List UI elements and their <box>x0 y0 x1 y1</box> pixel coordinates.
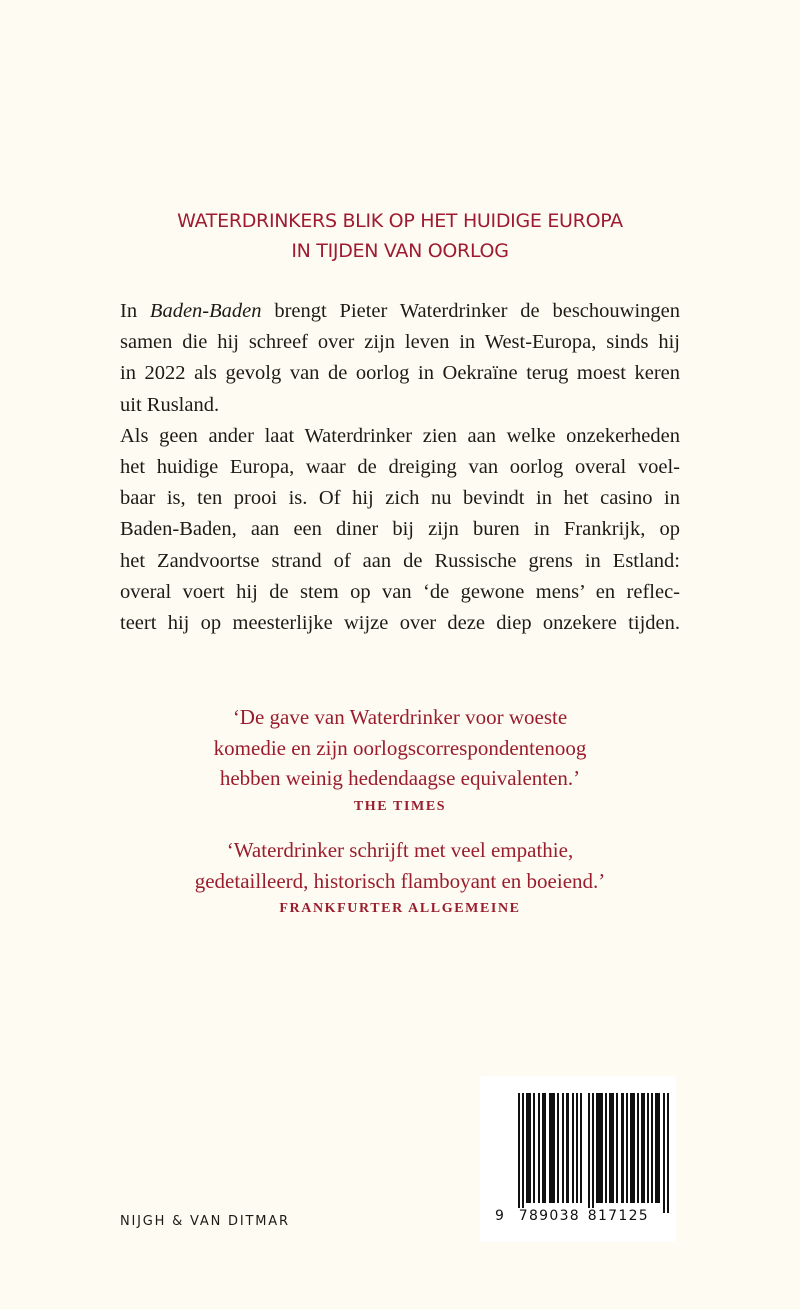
blurb-text: brengt Pieter Waterdrinker de beschouwingen <box>261 300 680 322</box>
blurb-line <box>120 296 680 327</box>
quote-source: THE TIMES <box>353 798 447 814</box>
blurb-line: samen die hij schreef over zijn leven in West-Europa, sinds hij <box>120 331 680 354</box>
blurb-line: baar is, ten prooi is. Of hij zich nu bevindt in het casino in <box>120 487 680 510</box>
quote-source: FRANKFURTER ALLGEMEINE <box>279 901 521 916</box>
quote-line: ‘De gave van Waterdrinker voor woeste <box>232 705 568 729</box>
blurb-line: uit Rusland. <box>120 393 220 416</box>
blurb-text: In <box>120 300 150 322</box>
blurb-line: het huidige Europa, waar de dreiging van oorlog overal voel- <box>120 456 680 479</box>
isbn-group-1: 789038 <box>518 1208 580 1224</box>
isbn-barcode <box>480 1076 676 1242</box>
book-title-italic: Baden-Baden <box>149 300 262 322</box>
blurb-line: Als geen ander laat Waterdrinker zien aan welke onzekerheden <box>120 424 680 447</box>
quote-line: gedetailleerd, historisch flamboyant en boeiend.’ <box>194 868 606 893</box>
blurb-line: teert hij op meesterlijke wijze over deze diep onzekere tijden. <box>120 612 680 635</box>
isbn-first-digit: 9 <box>495 1208 506 1224</box>
publisher-name: NIJGH & VAN DITMAR <box>120 1214 290 1229</box>
quote-line: hebben weinig hedendaagse equivalenten.’ <box>219 766 581 790</box>
blurb-paragraph <box>120 296 680 639</box>
headline <box>0 206 800 266</box>
blurb-line: het Zandvoortse strand of aan de Russische grens in Estland: <box>120 549 680 572</box>
blurb-line: overal voert hij de stem op van ‘de gewone mens’ en reflec- <box>120 580 680 603</box>
quote-line: komedie en zijn oorlogscorrespondentenoog <box>213 735 587 760</box>
isbn-number <box>494 1208 650 1224</box>
headline-line-1: WATERDRINKERS BLIK OP HET HUIDIGE EUROPA <box>177 210 623 232</box>
headline-line-2: IN TIJDEN VAN OORLOG <box>291 240 509 262</box>
review-quote-faz <box>0 835 800 920</box>
review-quote-times <box>0 702 800 818</box>
barcode-icon <box>518 1093 670 1213</box>
blurb-line: in 2022 als gevolg van de oorlog in Oekraïne terug moest keren <box>120 362 680 385</box>
blurb-line: Baden-Baden, aan een diner bij zijn buren in Frankrijk, op <box>120 518 680 541</box>
isbn-group-2: 817125 <box>587 1208 649 1224</box>
quote-line: ‘Waterdrinker schrijft met veel empathie, <box>226 838 574 862</box>
